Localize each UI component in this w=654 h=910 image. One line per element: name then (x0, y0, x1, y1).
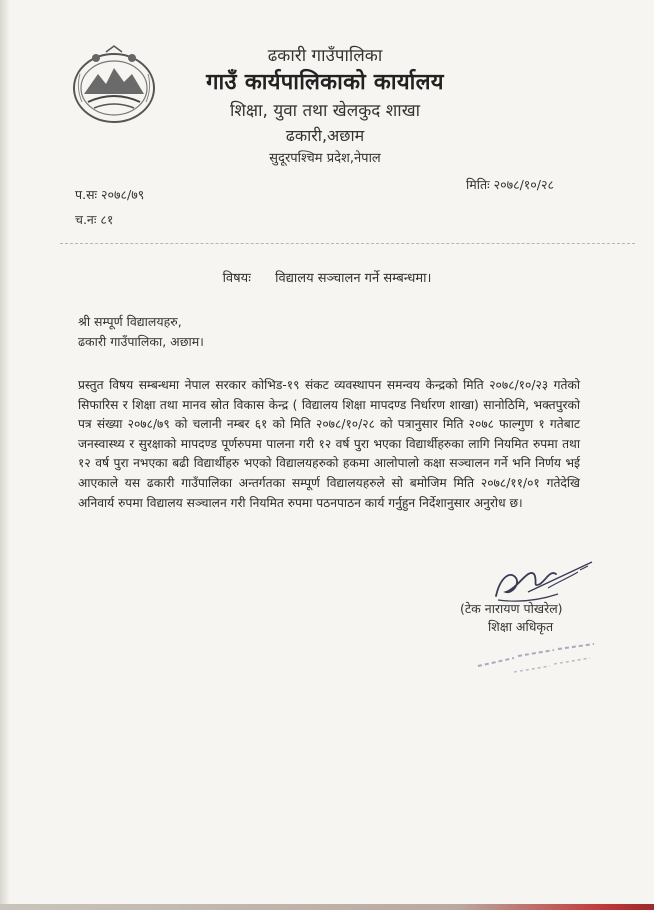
letter-date: मितिः २०७८/१०/२८ (466, 177, 554, 192)
letter-number: प.सः २०७८/७९ (75, 187, 145, 202)
office-name: गाउँ कार्यपालिकाको कार्यालय (206, 70, 444, 95)
province-name: सुदूरपश्चिम प्रदेश,नेपाल (269, 151, 381, 166)
office-location: ढकारी,अछाम (285, 126, 365, 145)
paper-bottom-edge (0, 904, 654, 910)
signatory-name: (टेक नारायण पोखरेल) (460, 601, 563, 616)
faded-stamp (474, 640, 604, 674)
letterhead (160, 44, 490, 170)
section-name: शिक्षा, युवा तथा खेलकुद शाखा (229, 101, 421, 121)
signatory-title: शिक्षा अधिकृत (488, 619, 554, 634)
letter-body: प्रस्तुत विषय सम्बन्धमा नेपाल सरकार कोभिड-१९ संकट व्यवस्थापन समन्वय केन्द्रको मिति २०७८/१०/२३ गतेको सिफारिस र शिक्षा तथा मानव स्रोत विकास केन्द्र ( विद्यालय शिक्षा मापदण्ड निर्धारण शाखा) सानोठिमि, भक्तपुरको पत्र संख्या २०७८/७९ को चलानी नम्बर ६१ को मिति २०७८/१०/२८ को पत्रानुसार मिति २०७८ फाल्गुण १ गतेबाट जनस्वास्थ्य र सुरक्षाको मापदण्ड पूर्णरुपमा पालना गरी १२ वर्ष पुरा भएका विद्यार्थीहरुका लागि नियमित रुपमा तथा १२ वर्ष पुरा नभएका बढी विद्यार्थीहरु भएको विद्यालयहरुको हकमा आलोपालो कक्षा सञ्चालन गर्ने भनि निर्णय भई आएकाले यस ढकारी गाउँपालिका अन्तर्गतका सम्पूर्ण विद्यालयहरुले सो बमोजिम मिति २०७८/११/०१ गतेदेखि अनिवार्य रुपमा विद्यालय सञ्चालन गरी नियमित रुपमा पठनपाठन कार्य गर्नुहुन निर्देशानुसार अनुरोध छ। (78, 378, 580, 510)
header-divider (60, 243, 635, 244)
municipality-name: ढकारी गाउँपालिका (267, 46, 383, 66)
addressee-block (78, 312, 204, 352)
subject-line (0, 268, 654, 286)
addressee-line-1: श्री सम्पूर्ण विद्यालयहरु, (78, 314, 182, 329)
paper-left-shadow (0, 0, 10, 910)
handwritten-signature (488, 548, 600, 608)
addressee-line-2: ढकारी गाउँपालिका, अछाम। (78, 334, 204, 349)
subject-label: विषयः (222, 271, 251, 286)
nepal-emblem-logo (66, 44, 162, 128)
subject-text: विद्यालय सञ्चालन गर्ने सम्बन्धमा। (275, 271, 432, 286)
dispatch-number: च.नः ८१ (75, 212, 114, 227)
